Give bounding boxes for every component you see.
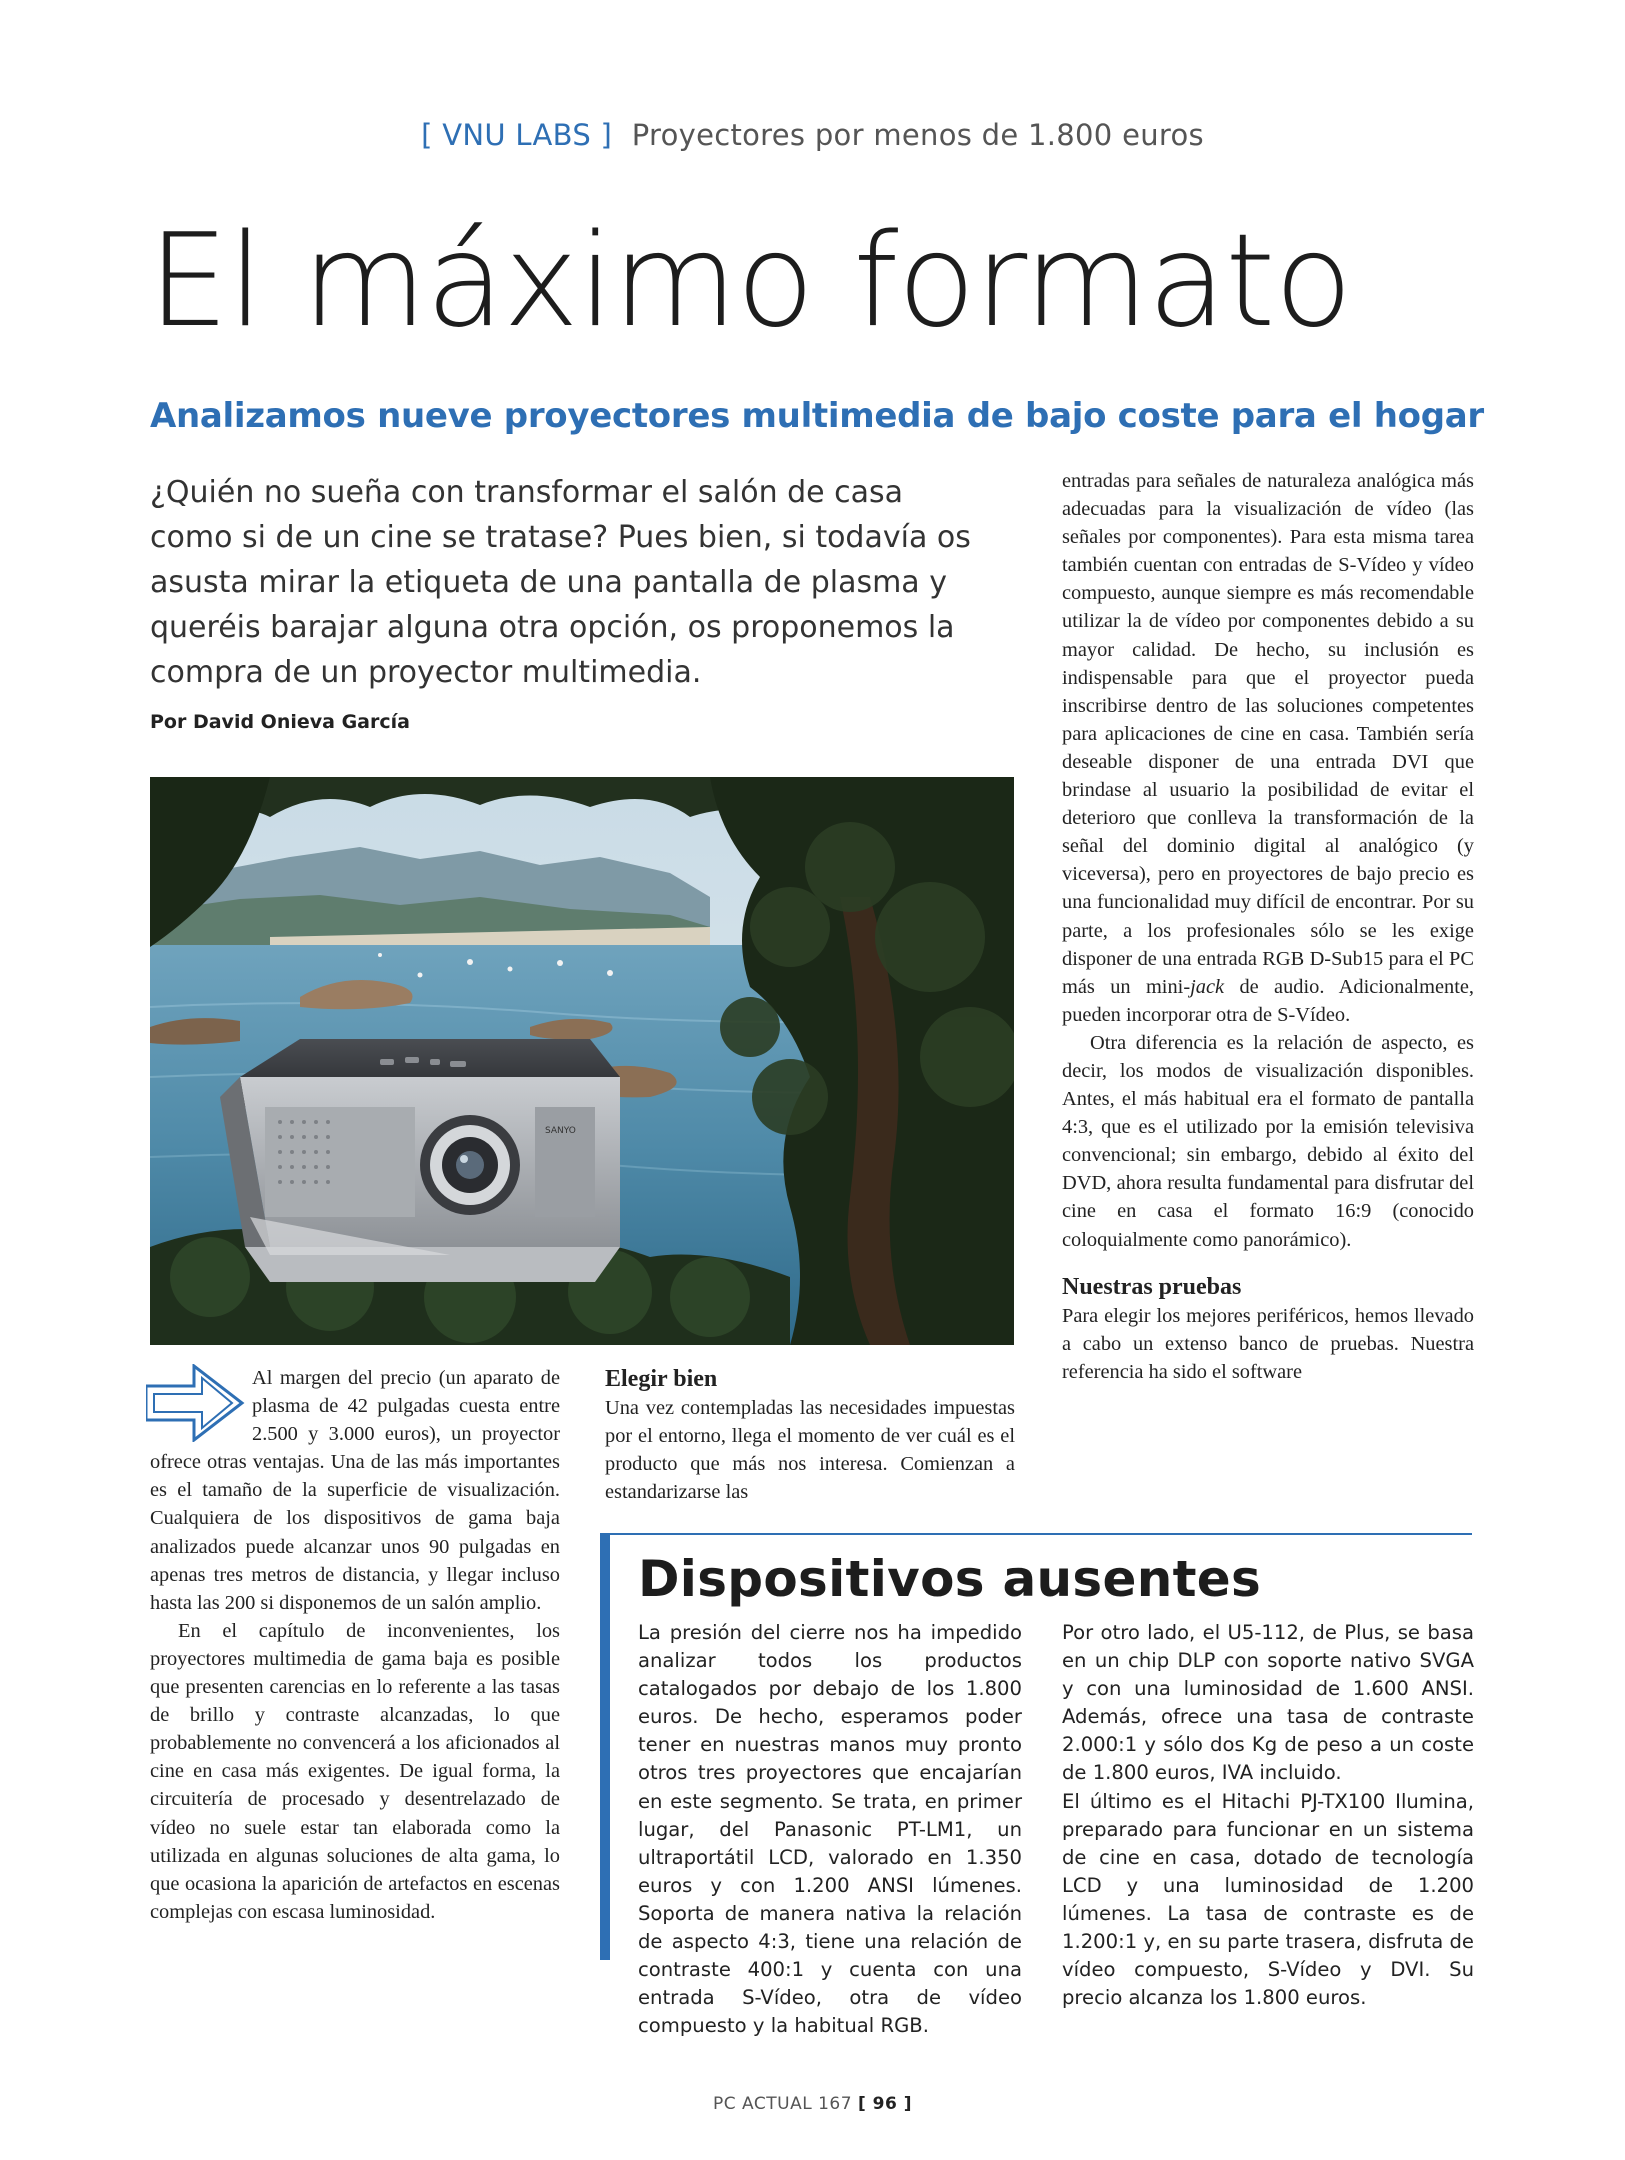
heading-nuestras-pruebas: Nuestras pruebas <box>1062 1273 1242 1300</box>
paragraph: Otra diferencia es la relación de aspecto, es decir, los modos de visualización disponibles. Antes, el más habitual era el formato de pantalla 4:3, que es el utilizado por la emisión televisiva convencional; sin embargo, debido al éxito del DVD, ahora resulta fundamental para disfrutar del cine en casa el formato 16:9 (conocido coloquialmente como panorámico). <box>1062 1031 1474 1251</box>
article-photo <box>150 777 1014 1345</box>
paragraph: Por otro lado, el U5-112, de Plus, se basa en un chip DLP con soporte nativo SVGA y con una luminosidad de 1.600 ANSI. Además, ofrece una tasa de contraste 2.000:1 y sólo dos Kg de peso a un coste de 1.800 euros, IVA incluido. <box>1062 1621 1474 1785</box>
heading-elegir-bien: Elegir bien <box>605 1366 718 1392</box>
section-title: Proyectores por menos de 1.800 euros <box>631 118 1204 152</box>
box-title: Dispositivos ausentes <box>638 1550 1262 1608</box>
lead-paragraph: ¿Quién no sueña con transformar el salón de casa como si de un cine se tratase? Pues bien, si todavía os asusta mirar la etiqueta de una pantalla de plasma y queréis barajar alguna otra opción, os proponemos la compra de un proyector multimedia. <box>150 475 971 690</box>
column-left <box>150 1364 560 1926</box>
box-column-1: La presión del cierre nos ha impedido analizar todos los productos catalogados por debajo de los 1.800 euros. De hecho, esperamos poder tener en nuestras manos muy pronto otros tres proyectores que encajarían en este segmento. Se trata, en primer lugar, del Panasonic PT-LM1, un ultraportátil LCD, valorado en 1.350 euros y con 1.200 ANSI lúmenes. Soporta de manera nativa la relación de aspecto 4:3, tiene una relación de contraste 400:1 y cuenta con una entrada S-Vídeo, otra de vídeo compuesto y la habitual RGB. <box>638 1621 1022 2038</box>
paragraph: En el capítulo de inconvenientes, los proyectores multimedia de gama baja es posible que presenten carencias en lo referente a las tasas de brillo y contraste alcanzadas, lo que probablemente no convencerá a los aficionados al cine en casa más exigentes. De igual forma, la circuitería de procesado y desentrelazado de vídeo no suele estar tan elaborada como la utilizada en algunas soluciones de alta gama, lo que ocasiona la aparición de artefactos en escenas complejas con escasa luminosidad. <box>150 1619 560 1923</box>
paragraph: Para elegir los mejores periféricos, hemos llevado a cabo un extenso banco de pruebas. Nuestra referencia ha sido el software <box>1062 1304 1474 1383</box>
column-right <box>1062 467 1474 1386</box>
article-subtitle: Analizamos nueve proyectores multimedia de bajo coste para el hogar <box>150 396 1484 436</box>
projector-icon <box>220 1039 620 1282</box>
box-left-bar <box>600 1533 610 1960</box>
projector-brand: SANYO <box>545 1126 576 1136</box>
page-number: [ 96 ] <box>857 2094 912 2114</box>
article-title: El máximo formato <box>148 207 1352 356</box>
paragraph: Una vez contempladas las necesidades impuestas por el entorno, llega el momento de ver cuál es el producto que más nos interesa. Comienzan a estandarizarse las <box>605 1397 1015 1504</box>
coastal-projector-image <box>150 777 1014 1345</box>
paragraph: El último es el Hitachi PJ-TX100 Ilumina, preparado para funcionar en un sistema de cine en casa, dotado de tecnología LCD y una luminosidad de 1.200 lúmenes. La tasa de contraste es de 1.200:1 y, en su parte trasera, disfruta de vídeo compuesto, S-Vídeo y DVI. Su precio alcanza los 1.800 euros. <box>1062 1789 1474 2010</box>
publication-name: PC ACTUAL 167 <box>713 2094 853 2114</box>
section-header <box>0 118 1625 152</box>
arrow-right-icon <box>146 1364 246 1442</box>
paragraph: entradas para señales de naturaleza analógica más adecuadas para la visualización de vídeo (las señales por componentes). Para esta misma tarea también cuentan con entradas de S-Vídeo y vídeo compuesto, aunque siempre es más recomendable utilizar la de vídeo por componentes debido a su mayor calidad. De hecho, su inclusión es indispensable para que el proyector pueda inscribirse dentro de las soluciones competentes para aplicaciones de cine en casa. También sería deseable disponer de una entrada DVI que brindase al usuario la posibilidad de evitar el deterioro que conlleva la transformación de la señal del dominio digital al analógico (y viceversa), pero en proyectores de bajo precio es una funcionalidad muy difícil de encontrar. Por su parte, a los profesionales sólo se les exige disponer de una entrada RGB D-Sub15 para el PC más un mini-jack de audio. Adicionalmente, pueden incorporar otra de S-Vídeo. <box>1062 470 1475 1026</box>
column-middle <box>605 1364 1015 1506</box>
box-column-2 <box>1062 1619 1474 2012</box>
page-footer <box>0 2094 1625 2114</box>
byline: Por David Onieva García <box>150 711 410 733</box>
section-label: [ VNU LABS ] <box>421 118 613 152</box>
box-top-rule <box>600 1533 1472 1535</box>
paragraph: Al margen del precio (un aparato de plasma de 42 pulgadas cuesta entre 2.500 y 3.000 euros), un proyector ofrece otras ventajas. Una de las más importantes es el tamaño de la superficie de visualización. Cualquiera de los dispositivos de gama baja analizados puede alcanzar unos 90 pulgadas en apenas tres metros de distancia, y llegar incluso hasta las 200 si disponemos de un salón amplio. <box>150 1367 560 1614</box>
